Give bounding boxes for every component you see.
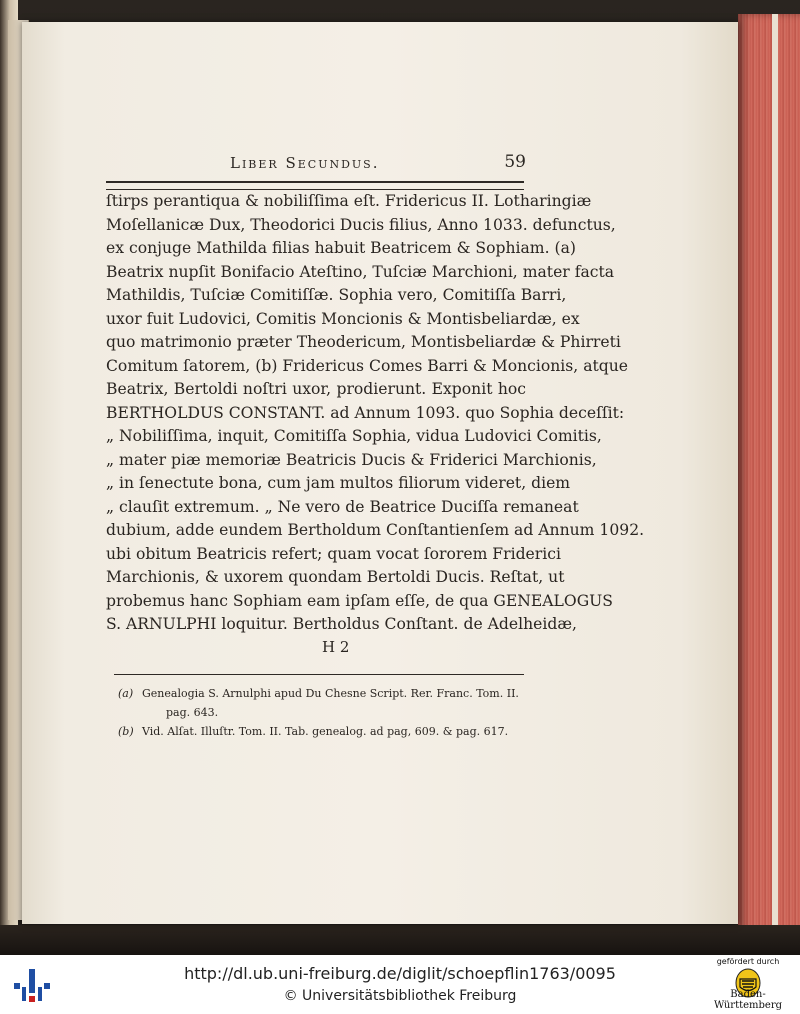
text-line: Mathildis, Tuſciæ Comitiſſæ. Sophia vero, Comitiſſa Barri,	[106, 286, 567, 304]
text-line: ſtirps perantiqua & nobiliſſima eſt. Fridericus II. Lotharingiæ	[106, 192, 592, 210]
text-line: S. ARNULPHI loquitur. Bertholdus Conſtant. de Adelheidæ,	[106, 615, 577, 633]
text-line: probemus hanc Sophiam eam ipſam eſſe, de qua GENEALOGUS	[106, 591, 613, 610]
text-line: BERTHOLDUS CONSTANT. ad Annum 1093. quo Sophia deceſſit:	[106, 403, 625, 422]
footnote	[118, 703, 524, 722]
text-line: „ in ſenectute bona, cum jam multos filiorum videret, diem	[106, 474, 571, 492]
footnote-text: Vid. Alſat. Illuſtr. Tom. II. Tab. genealog. ad pag, 609. & pag. 617.	[142, 725, 509, 738]
library-banner	[0, 955, 800, 1014]
text-line: dubium, adde eundem Bertholdum Conſtantienſem ad Annum 1092.	[106, 521, 645, 539]
copyright-text: © Universitätsbibliothek Freiburg	[283, 988, 517, 1004]
text-line: ex conjuge Mathilda filias habuit Beatricem & Sophiam. (a)	[106, 239, 576, 257]
signature-mark: H 2	[322, 638, 350, 656]
text-line: quo matrimonio præter Theodericum, Montisbeliardæ & Phirreti	[106, 333, 621, 351]
page-number: 59	[504, 152, 526, 172]
text-line: ubi obitum Beatricis refert; quam vocat ſororem Friderici	[106, 544, 561, 563]
text-line: „ Nobiliſſima, inquit, Comitiſſa Sophia, vidua Ludovici Comitis,	[106, 427, 602, 445]
footnote-text: Genealogia S. Arnulphi apud Du Chesne Script. Rer. Franc. Tom. II.	[142, 687, 519, 700]
text-line: „ clauſit extremum. „ Ne vero de Beatrice Duciſſa remaneat	[106, 497, 579, 516]
footnote-mark: (b)	[118, 725, 134, 738]
permalink-url[interactable]: http://dl.ub.uni-freiburg.de/diglit/schoepflin1763/0095	[184, 964, 616, 983]
text-line: Beatrix, Bertoldi noſtri uxor, prodierunt. Exponit hoc	[106, 380, 526, 398]
running-title: Liber Secundus.	[230, 154, 380, 172]
footnote-mark: (a)	[118, 687, 134, 700]
footnote	[118, 722, 524, 741]
text-line: „ mater piæ memoriæ Beatricis Ducis & Friderici Marchionis,	[106, 450, 597, 469]
running-head	[106, 152, 526, 176]
text-line: Comitum ſatorem, (b) Fridericus Comes Barri & Moncionis, atque	[106, 356, 629, 375]
page-edges	[738, 14, 800, 944]
sponsor-badge	[700, 957, 796, 1013]
footnote-rule	[114, 674, 524, 675]
text-line: Beatrix nupſit Bonifacio Ateſtino, Tuſciæ Marchioni, mater facta	[106, 262, 615, 281]
sponsor-caption: gefördert durch	[716, 957, 780, 966]
text-line: Marchionis, & uxorem quondam Bertoldi Ducis. Reſtat, ut	[106, 568, 565, 586]
sponsor-name: Baden-Württemberg	[713, 989, 783, 1011]
header-rule	[106, 181, 524, 190]
text-line: Moſellanicæ Dux, Theodorici Ducis filius, Anno 1033. defunctus,	[106, 215, 616, 234]
footnotes	[118, 684, 524, 741]
text-line: uxor fuit Ludovici, Comitis Moncionis & Montisbeliardæ, ex	[106, 309, 580, 328]
body-text	[106, 190, 645, 637]
book-cover-bottom	[0, 925, 800, 955]
footnote-text: pag. 643.	[166, 706, 219, 719]
footnote	[118, 684, 524, 703]
